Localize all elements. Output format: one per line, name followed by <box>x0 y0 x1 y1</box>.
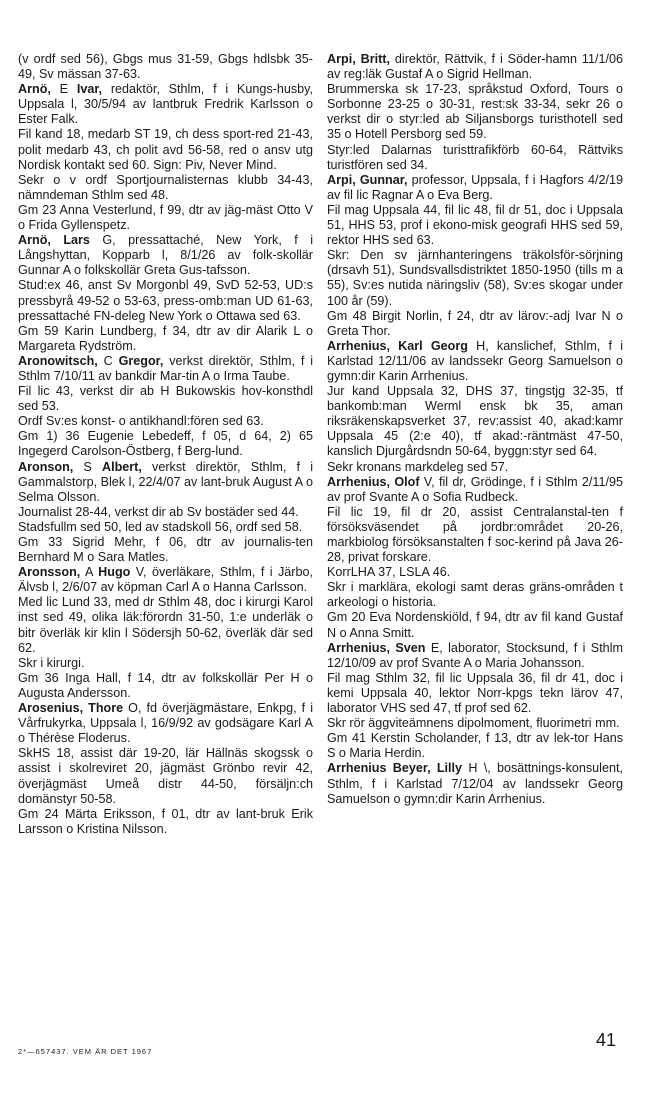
entry-paragraph <box>18 671 313 701</box>
entry-text: Stadsfullm sed 50, led av stadskoll 56, ordf sed 58. <box>18 519 303 534</box>
entry-heading <box>327 339 623 384</box>
entry-heading <box>18 460 313 505</box>
entry-surname: Aronsson, <box>18 565 81 580</box>
entry-paragraph <box>18 429 313 459</box>
entry-given-name: Ivar, <box>76 82 103 97</box>
entry-paragraph <box>327 610 623 640</box>
entry-paragraph <box>18 127 313 172</box>
entry-text: H \, bosättnings-konsulent, Sthlm, f i Karlstad 7/12/04 av landssekr Georg Samuelson o gymn:dir Karin Arrhenius. <box>327 761 623 806</box>
entry-text: Ordf Sv:es konst- o antikhandl:fören sed 63. <box>18 414 264 429</box>
entry-paragraph <box>327 716 623 731</box>
left-column <box>18 52 313 837</box>
entry-paragraph <box>18 595 313 655</box>
entry-text: Gm 33 Sigrid Mehr, f 06, dtr av journalis-ten Bernhard M o Sara Matles. <box>18 535 313 565</box>
entry-paragraph <box>18 656 313 671</box>
entry-text: Stud:ex 46, anst Sv Morgonbl 49, SvD 52-53, UD:s pressbyrå 49-52 o 53-63, press-omb:man UD 61-63, pressattaché FN-deleg New York o Ottawa sed 63. <box>18 278 313 323</box>
entry-text: Styr:led Dalarnas turisttrafikförb 60-64, Rättviks turistfören sed 34. <box>327 142 623 172</box>
entry-initial: A <box>80 565 99 580</box>
entry-surname: Aronowitsch, <box>18 353 98 368</box>
page-number: 41 <box>596 1030 617 1050</box>
entry-text: G, pressattaché, New York, f i Långshyttan, Kopparb l, 8/1/26 av folk-skollär Gunnar A o folkskollär Greta Gus-tafsson. <box>18 233 313 278</box>
entry-surname: Arpi, Gunnar, <box>327 172 408 187</box>
entry-given-name: Albert, <box>101 459 142 474</box>
entry-paragraph <box>18 535 313 565</box>
entry-text: Fil kand 18, medarb ST 19, ch dess sport-red 21-43, polit medarb 43, ch polit avd 56-58, red o ansv utg Nordisk kontakt sed 60. Sign: Piv, Never Mind. <box>18 127 313 172</box>
entry-paragraph <box>327 460 623 475</box>
entry-text: Sekr o v ordf Sportjournalisternas klubb 34-43, nämndeman Sthlm sed 48. <box>18 172 313 202</box>
entry-paragraph <box>327 82 623 142</box>
entry-paragraph <box>327 309 623 339</box>
entry-paragraph <box>18 173 313 203</box>
entry-surname: Arpi, Britt, <box>327 52 390 66</box>
entry-text: Skr rör äggviteämnens dipolmoment, fluorimetri mm. <box>327 716 620 731</box>
entry-paragraph <box>18 746 313 806</box>
entry-heading <box>327 52 623 82</box>
entry-paragraph <box>18 52 313 82</box>
entry-text: Gm 36 Inga Hall, f 14, dtr av folkskollär Per H o Augusta Andersson. <box>18 670 313 700</box>
entry-text: Fil lic 43, verkst dir ab H Bukowskis hov-konsthdl sed 53. <box>18 384 313 414</box>
entry-text: redaktör, Sthlm, f i Kungs-husby, Uppsala l, 30/5/94 av lantbruk Fredrik Karlsson o Ester Falk. <box>18 82 313 127</box>
entry-paragraph <box>18 520 313 535</box>
entry-text: Journalist 28-44, verkst dir ab Sv bostäder sed 44. <box>18 504 299 519</box>
entry-text: V, fil dr, Grödinge, f i Sthlm 2/11/95 av prof Svante A o Sofia Rudbeck. <box>327 474 623 504</box>
entry-paragraph <box>327 384 623 459</box>
entry-paragraph <box>327 580 623 610</box>
entry-heading <box>18 565 313 595</box>
entry-text: Gm 23 Anna Vesterlund, f 99, dtr av jäg-mäst Otto V o Frida Gyllenspetz. <box>18 202 313 233</box>
entry-text: E, laborator, Stocksund, f i Sthlm 12/10/09 av prof Svante A o Maria Johansson. <box>327 640 623 670</box>
entry-paragraph <box>327 143 623 173</box>
entry-text: Gm 20 Eva Nordenskiöld, f 94, dtr av fil kand Gustaf N o Anna Smitt. <box>327 610 623 640</box>
entry-text: Skr i kirurgi. <box>18 655 85 670</box>
entry-heading <box>327 761 623 806</box>
entry-text: Fil lic 19, fil dr 20, assist Centralanstal-ten f försöksväsendet på jordbr:området 20-26, markbiolog försöksanstalten f soc-kerind på Java 26-28, privat forskare. <box>327 504 623 565</box>
entry-initial: C <box>97 353 119 368</box>
entry-text: Med lic Lund 33, med dr Sthlm 48, doc i kirurgi Karol inst sed 49, olika läk:förordn 31-50, 1:e underläk o bitr överläk kir klin l Södersjh 50-62, överläk där sed 62. <box>18 595 313 655</box>
entry-heading <box>18 82 313 127</box>
entry-paragraph <box>327 731 623 761</box>
entry-heading <box>327 173 623 203</box>
entry-text: verkst direktör, Sthlm, f i Gammalstorp, Blek l, 22/4/07 av lant-bruk August A o Selma Olsson. <box>18 459 313 504</box>
entry-text: Jur kand Uppsala 32, DHS 37, tingstjg 32-35, tf bankomb:man Werml ensk bk 35, aman riksräkenskapsverket 37, rev:assist 40, akad:kamr Uppsala 45 (2:e 40), tf akad:-räntmäst 47-50, kanslich Djurgårdsndn 50-64, byggn:styr sed 64. <box>327 384 623 459</box>
entry-text: Fil mag Uppsala 44, fil lic 48, fil dr 51, doc i Uppsala 51, HHS 53, prof i ekono-misk geografi HHS sed 59, rektor HHS sed 63. <box>327 202 623 248</box>
entry-surname: Aronson, <box>18 459 74 474</box>
entry-initial: E <box>50 82 77 97</box>
entry-text: H, kanslichef, Sthlm, f i Karlstad 12/11/06 av landssekr Georg Samuelson o gymn:dir Karin Arrhenius. <box>327 338 623 383</box>
entry-surname: Arrhenius, Olof <box>327 474 420 489</box>
entry-paragraph <box>327 203 623 248</box>
entry-heading <box>327 641 623 671</box>
entry-text: Skr i marklära, ekologi samt deras gräns-områden t arkeologi o historia. <box>327 580 623 610</box>
entry-paragraph <box>18 324 313 354</box>
entry-paragraph <box>327 505 623 565</box>
entry-text: Sekr kronans markdeleg sed 57. <box>327 459 509 474</box>
entry-text: (v ordf sed 56), Gbgs mus 31-59, Gbgs hdlsbk 35-49, Sv mässan 37-63. <box>18 52 313 82</box>
entry-paragraph <box>18 505 313 520</box>
entry-text: Gm 41 Kerstin Scholander, f 13, dtr av lek-tor Hans S o Maria Herdin. <box>327 731 623 761</box>
entry-surname: Arrhenius, Sven <box>327 640 426 655</box>
entry-initial: S <box>73 459 102 474</box>
entry-text: KorrLHA 37, LSLA 46. <box>327 565 451 580</box>
entry-text: O, fd överjägmästare, Enkpg, f i Vårfrukyrka, Uppsala l, 16/9/92 av godsägare Karl A o Thérèse Floderus. <box>18 701 313 746</box>
entry-heading <box>18 701 313 746</box>
entry-paragraph <box>18 414 313 429</box>
entry-given-name: Hugo <box>98 565 131 580</box>
entry-text: direktör, Rättvik, f i Söder-hamn 11/1/06 av reg:läk Gustaf A o Sigrid Hellman. <box>327 52 623 82</box>
entry-paragraph <box>327 671 623 716</box>
page-footer: 2*—657437. VEM ÄR DET 1967 <box>18 1047 153 1056</box>
entry-paragraph <box>18 384 313 414</box>
entry-heading <box>327 475 623 505</box>
entry-heading <box>18 354 313 384</box>
entry-text: Gm 59 Karin Lundberg, f 34, dtr av dir Alarik L o Margareta Rydström. <box>18 323 313 353</box>
entry-text: Fil mag Sthlm 32, fil lic Uppsala 36, fil dr 41, doc i kemi Uppsala 40, lektor Norr-kpgs tekn lärov 47, laborator VHS sed 47, tf prof sed 62. <box>327 670 623 716</box>
entry-paragraph <box>18 203 313 233</box>
entry-heading <box>18 233 313 278</box>
entry-surname: Arrhenius Beyer, Lilly <box>327 761 463 776</box>
entry-text: Gm 48 Birgit Norlin, f 24, dtr av lärov:-adj Ivar N o Greta Thor. <box>327 308 623 338</box>
entry-surname: Arosenius, Thore <box>18 701 124 716</box>
entry-text: verkst direktör, Sthlm, f i Sthlm 7/10/11 av bankdir Mar-tin A o Irma Taube. <box>18 353 314 383</box>
entry-text: Skr: Den sv järnhanteringens träkolsför-sörjning (drsavh 51), Sundsvallsdistriktet 1850-1950 (tills m a 55), Sv:es nutida näringsliv (58), Sv:es skogar under 100 år (59). <box>327 248 623 308</box>
entry-text: professor, Uppsala, f i Hagfors 4/2/19 av fil lic Ragnar A o Eva Berg. <box>327 172 623 202</box>
entry-given-name: Gregor, <box>118 353 164 368</box>
entry-paragraph <box>18 807 313 837</box>
entry-text: Gm 1) 36 Eugenie Lebedeff, f 05, d 64, 2) 65 Ingegerd Carolson-Östberg, f Berg-lund. <box>18 429 313 459</box>
entry-paragraph <box>327 565 623 580</box>
entry-surname: Arnö, <box>18 82 51 97</box>
entry-text: SkHS 18, assist där 19-20, lär Hällnäs skogssk o assist i skolreviret 20, jägmäst Grönbo revir 42, överjägmäst Umeå distr 44-50, försäljn:ch domänstyr 50-58. <box>18 746 313 806</box>
entry-surname: Arnö, Lars <box>18 233 90 248</box>
entry-surname: Arrhenius, Karl Georg <box>327 338 468 353</box>
entry-paragraph <box>18 278 313 323</box>
entry-text: V, överläkare, Sthlm, f i Järbo, Älvsb l, 2/6/07 av köpman Carl A o Hanna Carlsson. <box>18 565 313 595</box>
right-column <box>327 52 623 807</box>
entry-paragraph <box>327 248 623 308</box>
entry-text: Brummerska sk 17-23, språkstud Oxford, Tours o Sorbonne 23-25 o 30-31, rest:sk 33-34, sekr 26 o verkst dir o styr:led ab Siljansborgs turisthotell sed 35 o Hotell Persborg sed 59. <box>327 82 623 142</box>
entry-text: Gm 24 Märta Eriksson, f 01, dtr av lant-bruk Erik Larsson o Kristina Nilsson. <box>18 806 313 836</box>
